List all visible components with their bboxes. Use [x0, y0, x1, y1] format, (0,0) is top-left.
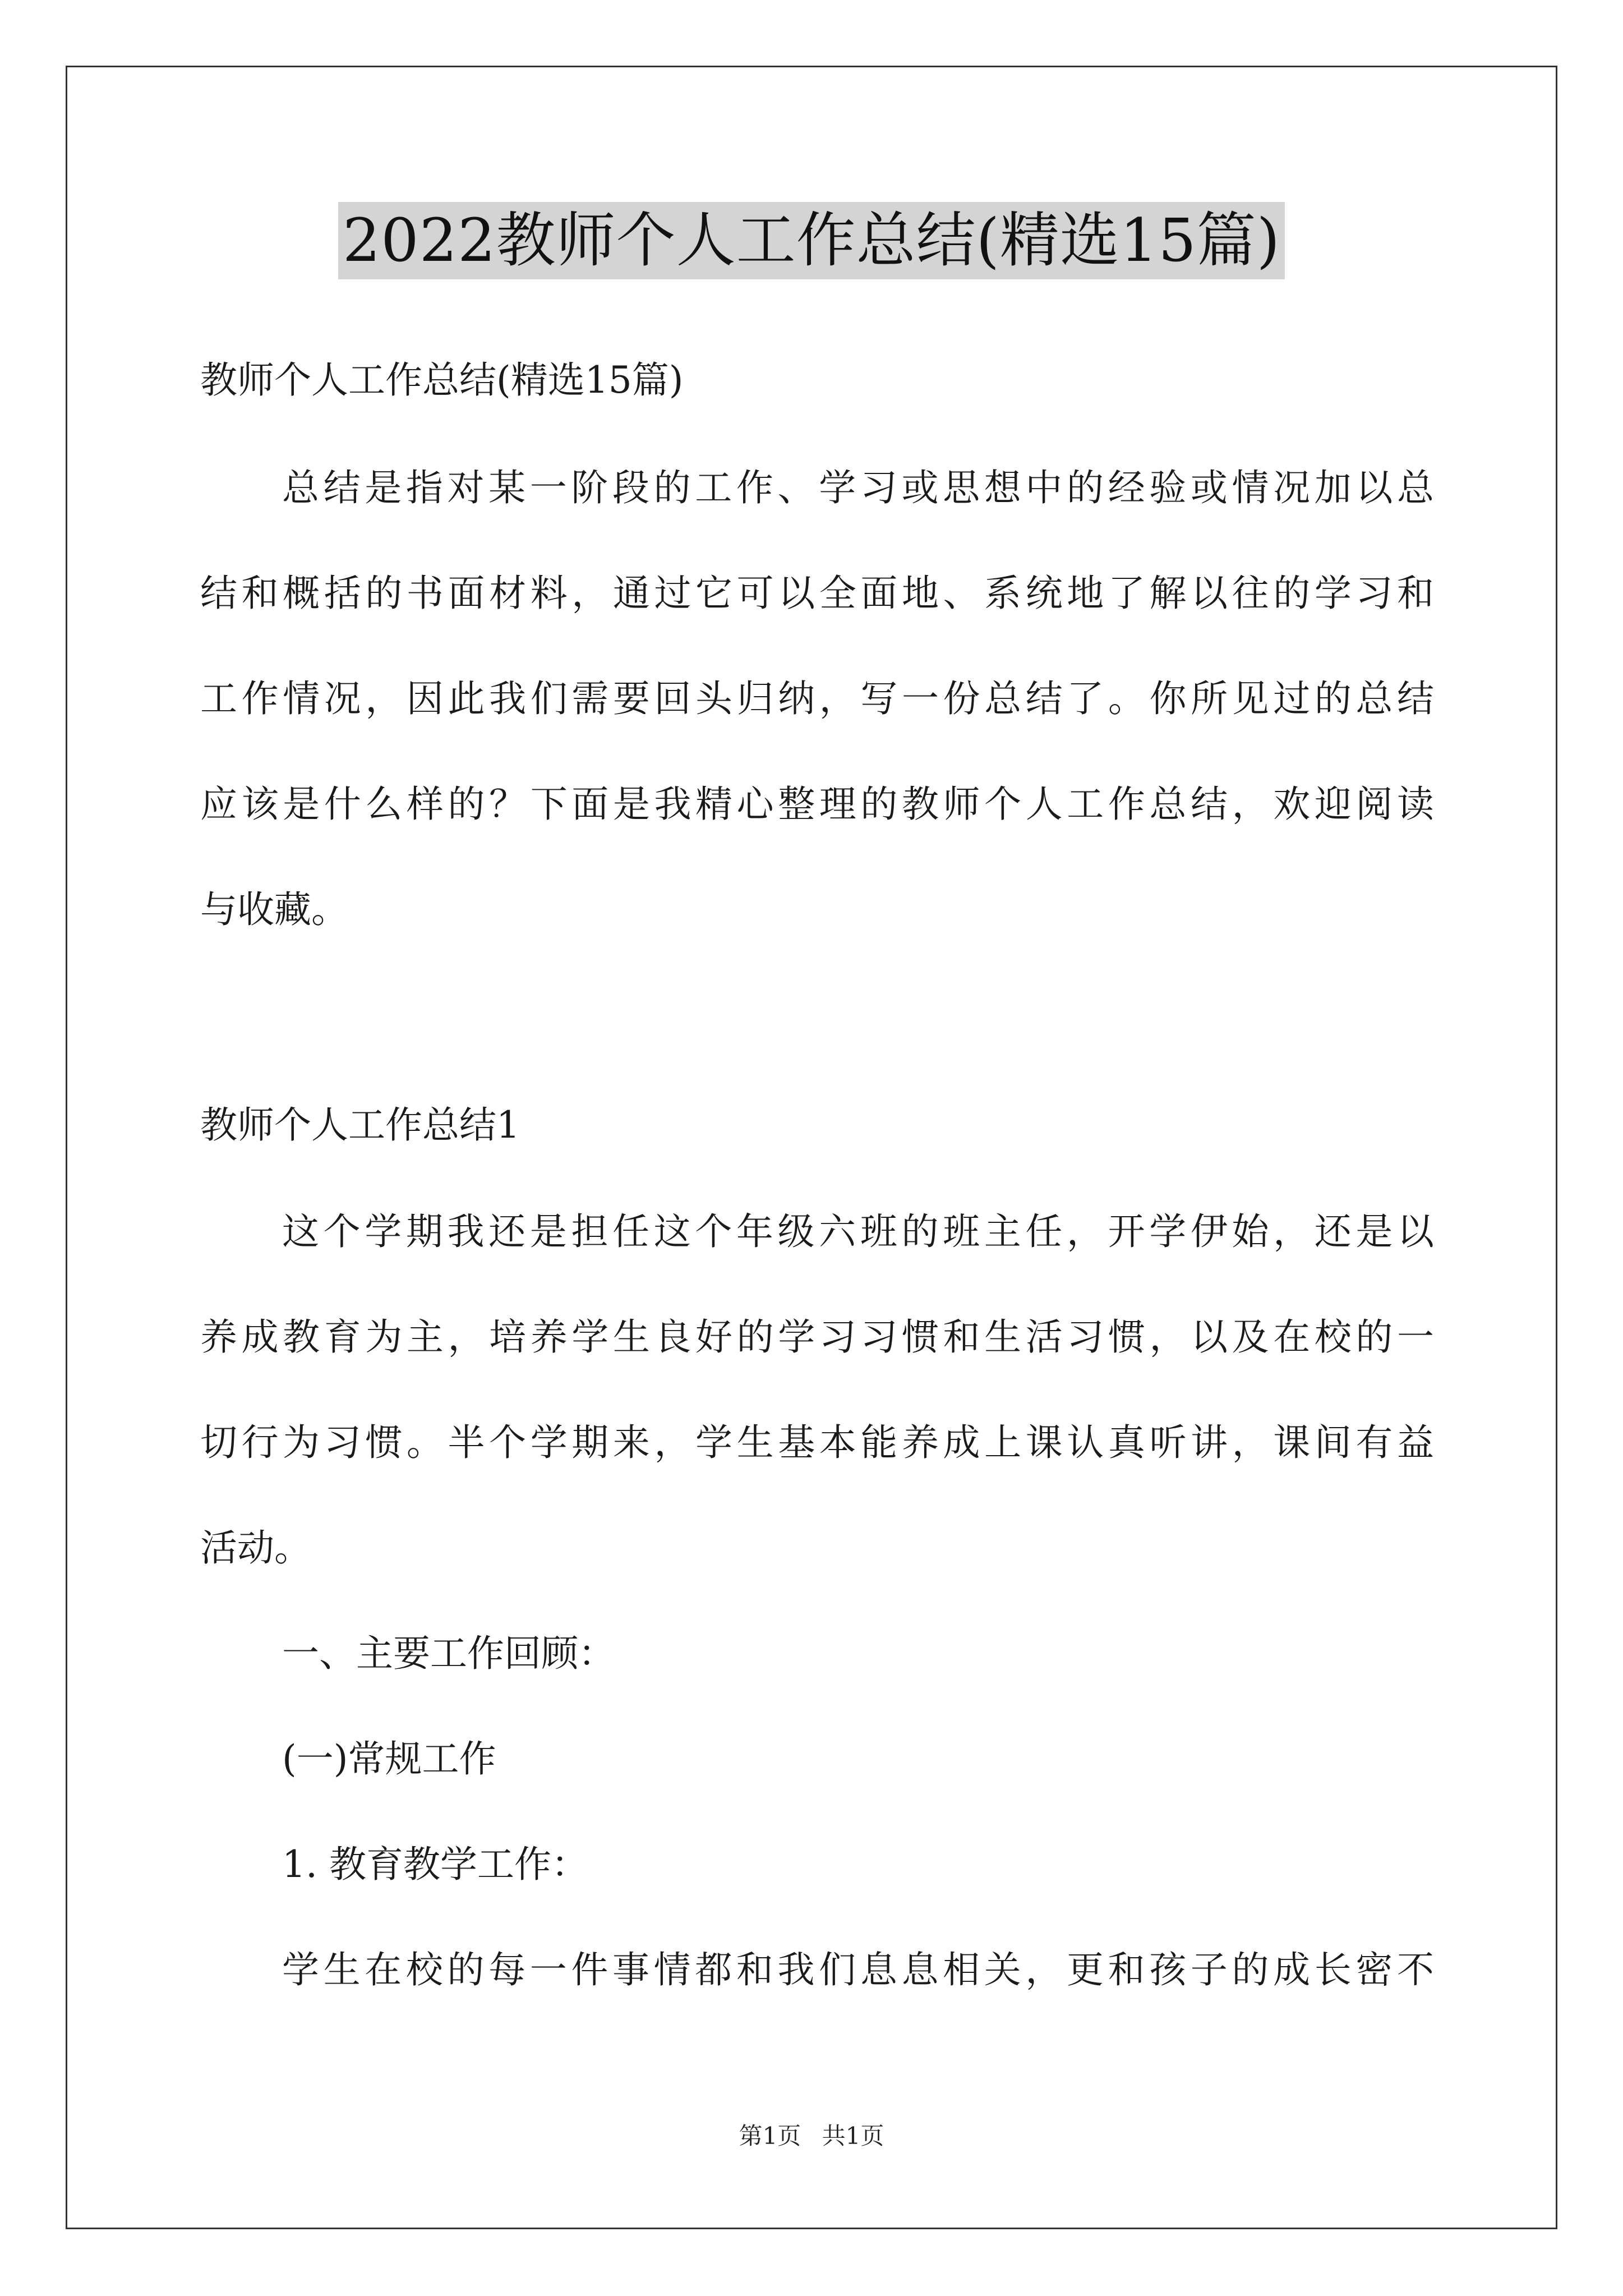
para1-line-2: 养成教育为主，培养学生良好的学习习惯和生活习惯，以及在校的一: [200, 1315, 1434, 1359]
para1-line-1: 这个学期我还是担任这个年级六班的班主任，开学伊始，还是以: [282, 1210, 1434, 1253]
intro-line-1: 总结是指对某一阶段的工作、学习或思想中的经验或情况加以总: [282, 466, 1434, 509]
intro-line-5: 与收藏。: [200, 888, 348, 931]
intro-line-2: 结和概括的书面材料，通过它可以全面地、系统地了解以往的学习和: [200, 572, 1434, 615]
page-number-current: 第1页: [739, 2122, 801, 2150]
title-container: [0, 202, 1623, 279]
heading-review: 一、主要工作回顾：: [282, 1632, 615, 1675]
intro-line-3: 工作情况，因此我们需要回头归纳，写一份总结了。你所见过的总结: [200, 677, 1434, 720]
heading-teaching: 1. 教育教学工作：: [282, 1843, 588, 1886]
para1-line-3: 切行为习惯。半个学期来，学生基本能养成上课认真听讲，课间有益: [200, 1421, 1434, 1464]
page-number-total: 共1页: [822, 2122, 884, 2150]
para1-line-4: 活动。: [200, 1526, 311, 1570]
heading-routine: (一)常规工作: [282, 1737, 496, 1780]
section-heading-1: 教师个人工作总结1: [200, 1103, 520, 1147]
para2-line-1: 学生在校的每一件事情都和我们息息相关，更和孩子的成长密不: [282, 1948, 1434, 1991]
intro-line-4: 应该是什么样的？下面是我精心整理的教师个人工作总结，欢迎阅读: [200, 783, 1434, 826]
page-footer: [0, 2120, 1623, 2152]
document-subtitle: 教师个人工作总结(精选15篇): [200, 358, 684, 402]
document-title: 2022教师个人工作总结(精选15篇): [338, 202, 1285, 279]
